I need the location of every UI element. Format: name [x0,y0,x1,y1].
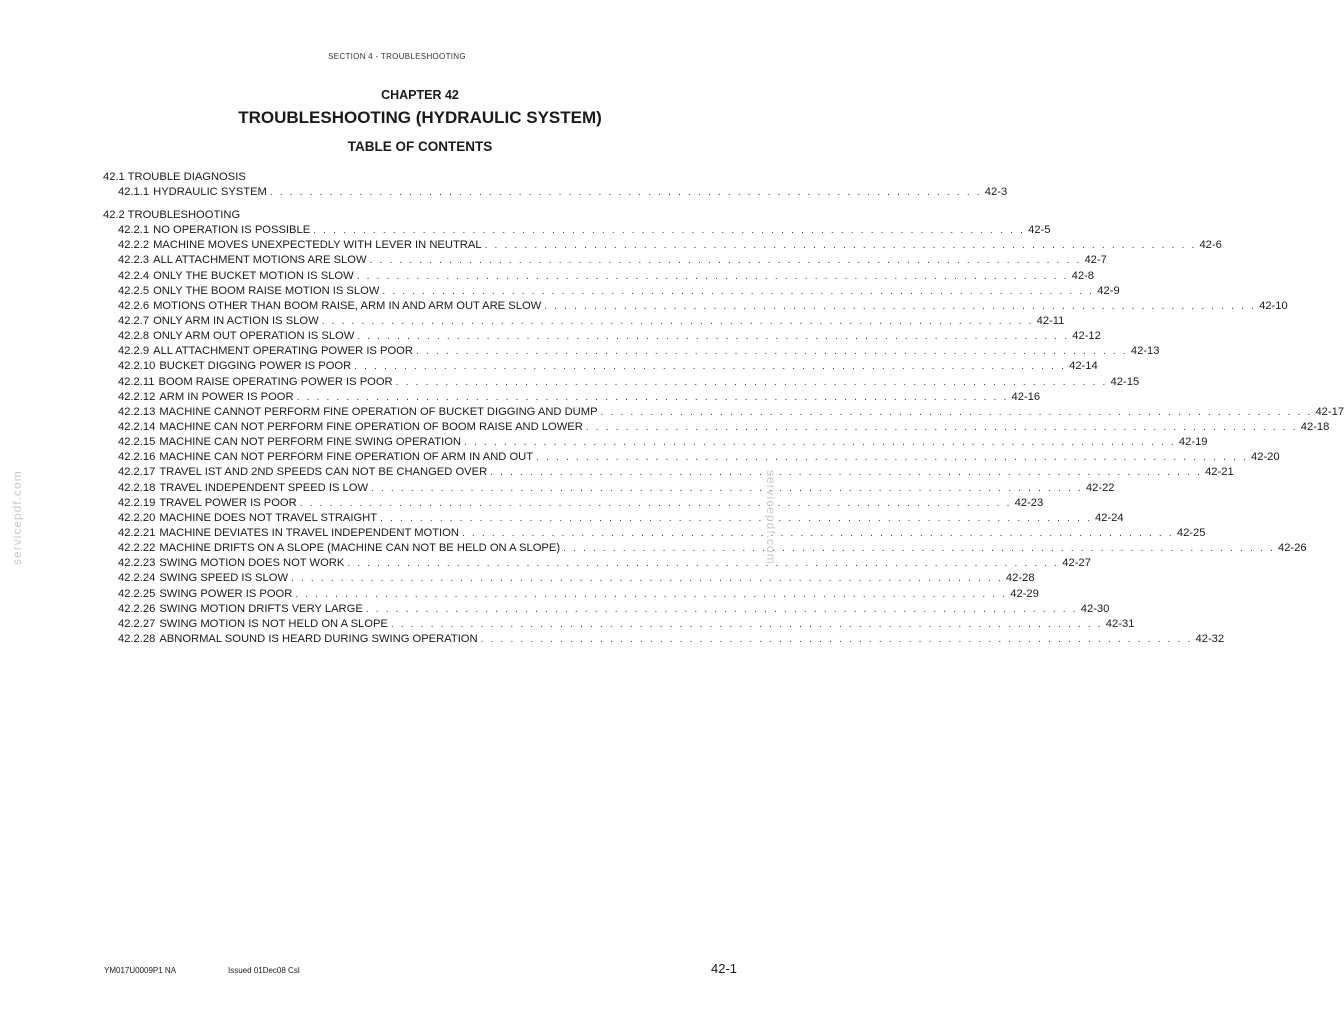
toc-entry-number: 42.2.15 [118,436,156,449]
toc-entry-page: 42-12 [1072,330,1101,343]
toc-heading: TABLE OF CONTENTS [347,139,493,154]
toc-entry-number: 42.2.2 [118,239,150,252]
toc-leader-dots: . . . . . . . . . . . . . . . . . . . . . . . . . . . . . . . . . . . . . . . . . . . . . . . . . . . . . . . . . . . . . . . . . . . . . . . . [563,543,1275,555]
toc-entry-number: 42.2.23 [118,557,156,570]
toc-group-title: 42.2 TROUBLESHOOTING [103,209,241,222]
toc-entry-page: 42-26 [1278,542,1307,555]
toc-entry-number: 42.2.6 [118,299,150,312]
toc-entry-number: 42.2.20 [118,511,156,524]
toc-leader-dots: . . . . . . . . . . . . . . . . . . . . . . . . . . . . . . . . . . . . . . . . . . . . . . . . . . . . . . . . . . . . . . . . . . . . . . . . [356,270,1069,282]
toc-leader-dots: . . . . . . . . . . . . . . . . . . . . . . . . . . . . . . . . . . . . . . . . . . . . . . . . . . . . . . . . . . . . . . . . . . . . . . . . [296,391,1009,403]
section-header: SECTION 4 - TROUBLESHOOTING [328,52,466,61]
toc-entry-title: MACHINE DEVIATES IN TRAVEL INDEPENDENT MOTION [159,526,459,539]
toc-leader-dots: . . . . . . . . . . . . . . . . . . . . . . . . . . . . . . . . . . . . . . . . . . . . . . . . . . . . . . . . . . . . . . . . . . . . . . . . [484,240,1197,252]
toc-entry-page: 42-7 [1084,254,1107,267]
toc-entry-title: MACHINE CANNOT PERFORM FINE OPERATION OF BUCKET DIGGING AND DUMP [159,405,598,418]
toc-entry-number: 42.2.14 [118,420,156,433]
toc-leader-dots: . . . . . . . . . . . . . . . . . . . . . . . . . . . . . . . . . . . . . . . . . . . . . . . . . . . . . . . . . . . . . . . . . . . . . . . . [299,497,1012,509]
footer-issue-date: Issued 01Dec08 Csl [228,966,300,975]
toc-entry-title: ONLY ARM IN ACTION IS SLOW [153,314,319,327]
toc-entry-title: ALL ATTACHMENT OPERATING POWER IS POOR [153,345,413,358]
toc-entry-page: 42-14 [1069,360,1098,373]
toc-entry[interactable] [103,269,1095,284]
toc-leader-dots: . . . . . . . . . . . . . . . . . . . . . . . . . . . . . . . . . . . . . . . . . . . . . . . . . . . . . . . . . . . . . . . . . . . . . . . . [313,225,1026,237]
toc-entry-title: ABNORMAL SOUND IS HEARD DURING SWING OPERATION [159,632,478,645]
toc-entry-title: BUCKET DIGGING POWER IS POOR [159,360,352,373]
toc-leader-dots: . . . . . . . . . . . . . . . . . . . . . . . . . . . . . . . . . . . . . . . . . . . . . . . . . . . . . . . . . . . . . . . . . . . . . . . . [461,527,1174,539]
chapter-title: TROUBLESHOOTING (HYDRAULIC SYSTEM) [238,108,602,127]
toc-entry[interactable] [103,284,1120,299]
toc-entry-title: ONLY THE BOOM RAISE MOTION IS SLOW [153,284,380,297]
toc-entry-number: 42.2.12 [118,390,156,403]
toc-entry[interactable] [103,390,1041,405]
toc-entry-page: 42-22 [1085,481,1115,494]
toc-entry[interactable] [103,344,1160,359]
toc-entry-page: 42-10 [1259,299,1288,312]
toc-entry-number: 42.2.3 [118,254,150,267]
toc-entry-number: 42.2.8 [118,330,150,343]
chapter-label: CHAPTER 42 [381,88,459,102]
toc-entry-page: 42-23 [1014,496,1044,509]
toc-entry-page: 42-15 [1110,375,1140,388]
toc-leader-dots: . . . . . . . . . . . . . . . . . . . . . . . . . . . . . . . . . . . . . . . . . . . . . . . . . . . . . . . . . . . . . . . . . . . . . . . . [544,300,1257,312]
toc-entry-title: SWING SPEED IS SLOW [159,572,289,585]
toc-entry-page: 42-3 [984,186,1008,198]
toc-entry-page: 42-30 [1080,602,1110,615]
toc-entry-title: MOTIONS OTHER THAN BOOM RAISE, ARM IN AND ARM OUT ARE SLOW [153,299,542,312]
toc-entry-page: 42-17 [1315,405,1344,418]
toc-leader-dots: . . . . . . . . . . . . . . . . . . . . . . . . . . . . . . . . . . . . . . . . . . . . . . . . . . . . . . . . . . . . . . . . . . . . . . . . [371,482,1083,494]
toc-leader-dots: . . . . . . . . . . . . . . . . . . . . . . . . . . . . . . . . . . . . . . . . . . . . . . . . . . . . . . . . . . . . . . . . . . . . . . . . [536,452,1249,464]
footer-page-number: 42-1 [711,961,738,976]
toc-leader-dots: . . . . . . . . . . . . . . . . . . . . . . . . . . . . . . . . . . . . . . . . . . . . . . . . . . . . . . . . . . . . . . . . . . . . . . . . [415,346,1128,358]
toc-entry-page: 42-19 [1178,436,1208,449]
toc-entry-title: HYDRAULIC SYSTEM [153,186,267,198]
toc-entry[interactable] [103,617,1135,632]
toc-entry-number: 42.2.22 [118,542,156,555]
toc-entry-title: SWING MOTION DOES NOT WORK [159,557,345,570]
toc-leader-dots: . . . . . . . . . . . . . . . . . . . . . . . . . . . . . . . . . . . . . . . . . . . . . . . . . . . . . . . . . . . . . . . . . . . . . . . . [347,558,1060,570]
toc-entry-page: 42-8 [1071,269,1095,282]
toc-entry-title: MACHINE CAN NOT PERFORM FINE OPERATION OF ARM IN AND OUT [159,451,534,464]
toc-entry-title: SWING MOTION DRIFTS VERY LARGE [159,602,363,615]
toc-entry-page: 42-13 [1130,345,1160,358]
toc-entry[interactable] [103,481,1115,496]
toc-entry-number: 42.2.21 [118,526,156,539]
toc-entry[interactable] [103,405,1344,420]
toc-entry[interactable] [103,420,1330,435]
toc-group-title: 42.1 TROUBLE DIAGNOSIS [103,171,246,183]
toc-entry[interactable] [103,511,1124,526]
toc-leader-dots: . . . . . . . . . . . . . . . . . . . . . . . . . . . . . . . . . . . . . . . . . . . . . . . . . . . . . . . . . . . . . . . . . . . . . . . . [380,512,1093,524]
toc-entry[interactable] [103,435,1208,450]
toc-entry[interactable] [103,359,1098,374]
toc-entry[interactable] [103,375,1140,390]
toc-entry[interactable] [103,587,1039,602]
toc-leader-dots: . . . . . . . . . . . . . . . . . . . . . . . . . . . . . . . . . . . . . . . . . . . . . . . . . . . . . . . . . . . . . . . . . . . . . . . . [295,588,1008,600]
toc-entry-title: MACHINE MOVES UNEXPECTEDLY WITH LEVER IN NEUTRAL [153,239,482,252]
toc-entry[interactable] [103,450,1280,465]
toc-entry-page: 42-11 [1036,314,1065,327]
toc-entry-page: 42-29 [1010,587,1039,600]
toc-entry-title: MACHINE DOES NOT TRAVEL STRAIGHT [159,511,378,524]
toc-entry-page: 42-16 [1011,390,1041,403]
toc-entry-page: 42-32 [1195,632,1225,645]
toc-entry-title: SWING MOTION IS NOT HELD ON A SLOPE [159,617,388,630]
toc-leader-dots: . . . . . . . . . . . . . . . . . . . . . . . . . . . . . . . . . . . . . . . . . . . . . . . . . . . . . . . . . . . . . . . . . . . . . . . . [480,633,1193,645]
toc-entry[interactable] [103,238,1222,253]
toc-entry-title: NO OPERATION IS POSSIBLE [153,224,311,237]
toc-entry[interactable] [103,602,1110,617]
toc-entry[interactable] [103,223,1051,238]
toc-entry[interactable] [103,465,1234,480]
toc-entry-number: 42.2.28 [118,632,156,645]
toc-entry-number: 42.2.19 [118,496,156,509]
toc-entry-title: TRAVEL POWER IS POOR [159,496,297,509]
toc-entry-number: 42.2.9 [118,345,150,358]
toc-leader-dots: . . . . . . . . . . . . . . . . . . . . . . . . . . . . . . . . . . . . . . . . . . . . . . . . . . . . . . . . . . . . . . . . . . . . . . . . [382,285,1095,297]
toc-entry-page: 42-28 [1005,572,1035,585]
toc-entry-number: 42.2.27 [118,617,156,630]
toc-entry-number: 42.2.5 [118,284,150,297]
toc-entry-number: 42.2.13 [118,405,156,418]
toc-entry-number: 42.2.18 [118,481,156,494]
toc-entry-number: 42.2.11 [118,375,155,388]
toc-leader-dots: . . . . . . . . . . . . . . . . . . . . . . . . . . . . . . . . . . . . . . . . . . . . . . . . . . . . . . . . . . . . . . . . . . . . . . . . [390,618,1103,630]
toc-entry-page: 42-9 [1097,284,1120,297]
toc-entry[interactable] [103,526,1206,541]
toc-entry[interactable] [103,185,1008,200]
toc-entry-page: 42-31 [1105,617,1135,630]
toc-entry-number: 42.2.25 [118,587,156,600]
toc-leader-dots: . . . . . . . . . . . . . . . . . . . . . . . . . . . . . . . . . . . . . . . . . . . . . . . . . . . . . . . . . . . . . . . . . . . . . . . . [321,315,1034,327]
toc-entry[interactable] [103,556,1091,571]
toc-entry[interactable] [103,571,1035,586]
toc-entry-title: MACHINE CAN NOT PERFORM FINE SWING OPERATION [159,436,461,449]
toc-leader-dots: . . . . . . . . . . . . . . . . . . . . . . . . . . . . . . . . . . . . . . . . . . . . . . . . . . . . . . . . . . . . . . . . . . . . . . . . [357,331,1070,343]
toc-entry-page: 42-6 [1199,239,1222,252]
toc-entry-page: 42-5 [1028,224,1051,237]
toc-entry[interactable] [103,253,1107,268]
toc-entry[interactable] [103,314,1065,329]
toc-entry[interactable] [103,496,1044,511]
toc-entry-title: ARM IN POWER IS POOR [159,390,294,403]
toc-entry-number: 42.2.1 [118,224,150,237]
toc-entry-number: 42.2.7 [118,314,150,327]
toc-entry-title: BOOM RAISE OPERATING POWER IS POOR [158,375,393,388]
toc-entry[interactable] [103,299,1288,314]
toc-entry-page: 42-18 [1300,420,1330,433]
toc-entry-number: 42.2.16 [118,451,156,464]
toc-leader-dots: . . . . . . . . . . . . . . . . . . . . . . . . . . . . . . . . . . . . . . . . . . . . . . . . . . . . . . . . . . . . . . . . . . . . . . . . [490,467,1203,479]
toc-leader-dots: . . . . . . . . . . . . . . . . . . . . . . . . . . . . . . . . . . . . . . . . . . . . . . . . . . . . . . . . . . . . . . . . . . . . . . . . [585,421,1298,433]
toc-entry-number: 42.2.24 [118,572,156,585]
toc-entry-number: 42.2.10 [118,360,156,373]
toc-entry-page: 42-27 [1062,557,1091,570]
toc-leader-dots: . . . . . . . . . . . . . . . . . . . . . . . . . . . . . . . . . . . . . . . . . . . . . . . . . . . . . . . . . . . . . . . . . . . . . . . . [369,255,1082,267]
toc-entry[interactable] [103,541,1307,556]
toc-entry-title: ONLY ARM OUT OPERATION IS SLOW [153,330,355,343]
toc-leader-dots: . . . . . . . . . . . . . . . . . . . . . . . . . . . . . . . . . . . . . . . . . . . . . . . . . . . . . . . . . . . . . . . . . . . . . . . . [269,187,982,198]
toc-leader-dots: . . . . . . . . . . . . . . . . . . . . . . . . . . . . . . . . . . . . . . . . . . . . . . . . . . . . . . . . . . . . . . . . . . . . . . . . [464,437,1176,449]
toc-entry-number: 42.2.17 [118,466,156,479]
toc-leader-dots: . . . . . . . . . . . . . . . . . . . . . . . . . . . . . . . . . . . . . . . . . . . . . . . . . . . . . . . . . . . . . . . . . . . . . . . . [395,376,1108,388]
toc-entry-number: 42.1.1 [118,186,150,198]
toc-entry-title: ALL ATTACHMENT MOTIONS ARE SLOW [153,254,367,267]
toc-entry[interactable] [103,329,1101,344]
toc-entry-title: SWING POWER IS POOR [159,587,293,600]
toc-entry-page: 42-20 [1251,451,1280,464]
toc-entry-page: 42-24 [1095,511,1124,524]
toc-entry-page: 42-25 [1176,526,1206,539]
toc-leader-dots: . . . . . . . . . . . . . . . . . . . . . . . . . . . . . . . . . . . . . . . . . . . . . . . . . . . . . . . . . . . . . . . . . . . . . . . . [365,603,1078,615]
toc-entry[interactable] [103,632,1225,647]
toc-entry-number: 42.2.26 [118,602,156,615]
toc-entry-title: MACHINE CAN NOT PERFORM FINE OPERATION OF BOOM RAISE AND LOWER [159,420,583,433]
toc-leader-dots: . . . . . . . . . . . . . . . . . . . . . . . . . . . . . . . . . . . . . . . . . . . . . . . . . . . . . . . . . . . . . . . . . . . . . . . . [600,406,1313,418]
footer-doc-code: YM017U0009P1 NA [104,966,177,975]
toc-entry-title: MACHINE DRIFTS ON A SLOPE (MACHINE CAN NOT BE HELD ON A SLOPE) [159,542,561,555]
toc-entry-page: 42-21 [1205,466,1234,479]
toc-entry-number: 42.2.4 [118,269,150,282]
toc-leader-dots: . . . . . . . . . . . . . . . . . . . . . . . . . . . . . . . . . . . . . . . . . . . . . . . . . . . . . . . . . . . . . . . . . . . . . . . . [354,361,1067,373]
watermark-left: servicepdf.com [10,470,24,565]
toc-leader-dots: . . . . . . . . . . . . . . . . . . . . . . . . . . . . . . . . . . . . . . . . . . . . . . . . . . . . . . . . . . . . . . . . . . . . . . . . [291,573,1003,585]
toc-entry-title: TRAVEL IST AND 2ND SPEEDS CAN NOT BE CHANGED OVER [159,466,488,479]
watermark-right: servicepdf.com [764,470,778,565]
toc-entry-title: ONLY THE BUCKET MOTION IS SLOW [153,269,354,282]
toc-entry-title: TRAVEL INDEPENDENT SPEED IS LOW [159,481,368,494]
